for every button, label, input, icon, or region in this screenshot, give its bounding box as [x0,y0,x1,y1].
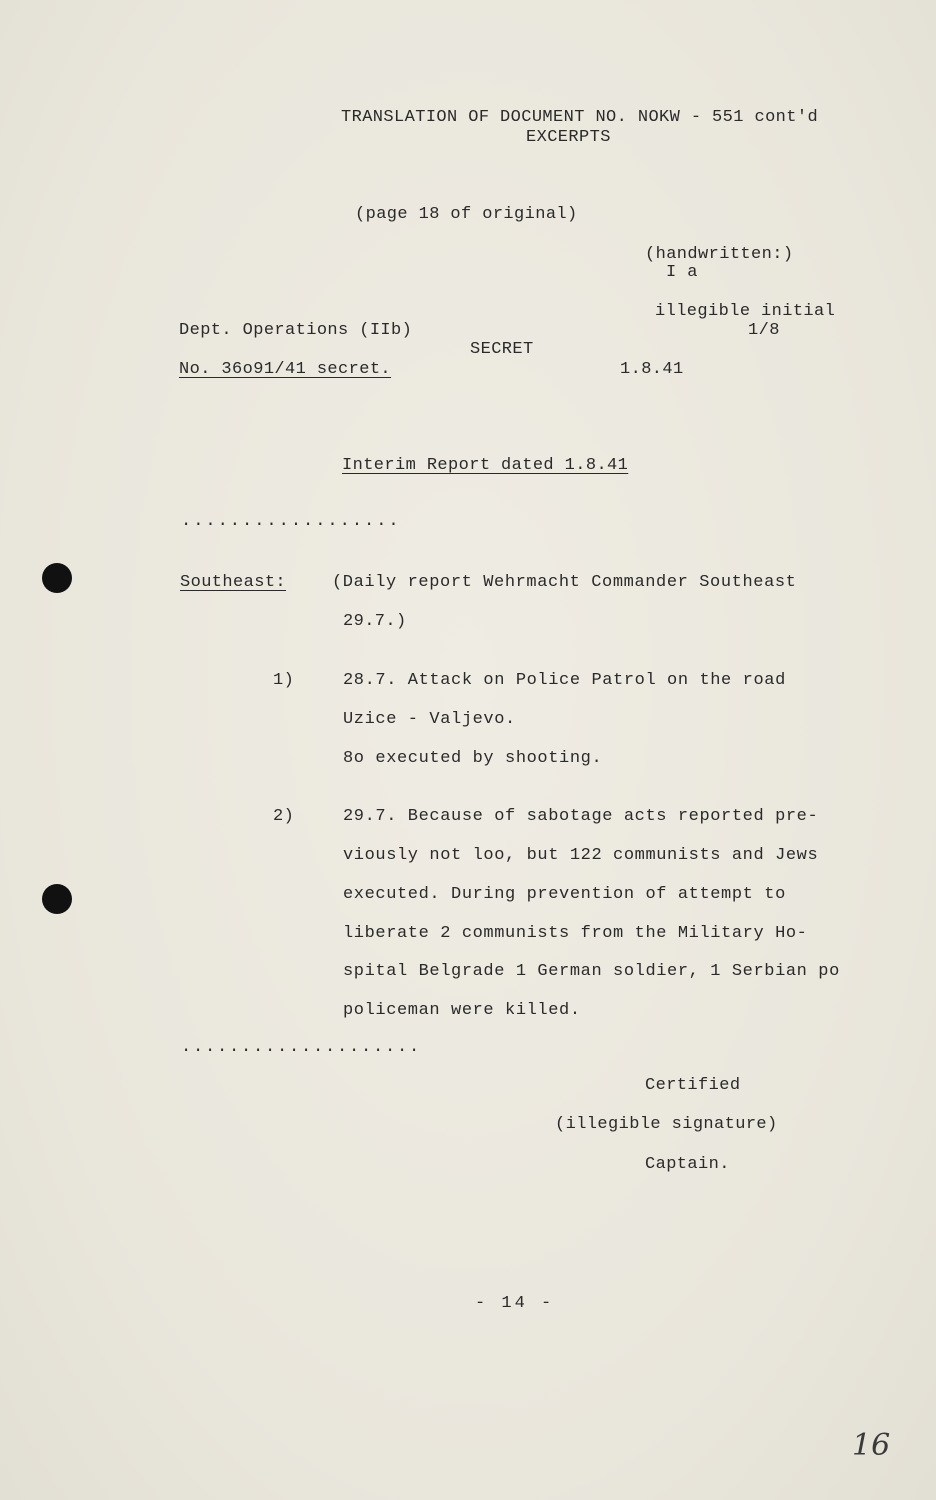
section-source-line1: (Daily report Wehrmacht Commander Southeast [332,573,797,592]
document-number: No. 36o91/41 secret. [179,360,392,379]
item-line: 29.7. Because of sabotage acts reported pre- [343,807,819,826]
item-line: liberate 2 communists from the Military Ho- [343,924,808,943]
item-line: Uzice - Valjevo. [343,710,516,729]
page-reference: (page 18 of original) [355,205,578,224]
item-line: policeman were killed. [343,1001,581,1020]
handwritten-page-number: 16 [852,1428,891,1463]
report-title: Interim Report dated 1.8.41 [342,456,629,475]
section-source-line2: 29.7.) [343,612,407,631]
ellipsis-top: .................. [181,512,401,531]
document-title: TRANSLATION OF DOCUMENT NO. NOKW - 551 cont'd [341,108,819,127]
page-number: - 14 - [475,1294,555,1313]
ellipsis-bottom: .................... [181,1038,422,1057]
certified-label: Certified [645,1076,741,1095]
item-line: spital Belgrade 1 German soldier, 1 Serbian po [343,962,840,981]
rank-label: Captain. [645,1155,730,1174]
handwritten-mark: I a [666,263,698,282]
item-line: executed. During prevention of attempt to [343,885,786,904]
document-date: 1.8.41 [620,360,684,379]
secret-label: SECRET [470,340,534,359]
illegible-initial: illegible initial [655,302,836,321]
document-subtitle: EXCERPTS [526,128,611,147]
item-line: viously not loo, but 122 communists and Jews [343,846,819,865]
handwritten-label: (handwritten:) [645,245,794,264]
punch-hole-bottom [42,884,72,914]
punch-hole-top [42,563,72,593]
signature-note: (illegible signature) [555,1115,778,1134]
item-line: 28.7. Attack on Police Patrol on the road [343,671,786,690]
item-number: 1) [273,671,295,690]
department: Dept. Operations (IIb) [179,321,413,340]
handwritten-fraction: 1/8 [748,321,780,340]
section-label: Southeast: [180,573,287,592]
item-line: 8o executed by shooting. [343,749,603,768]
item-number: 2) [273,807,295,826]
